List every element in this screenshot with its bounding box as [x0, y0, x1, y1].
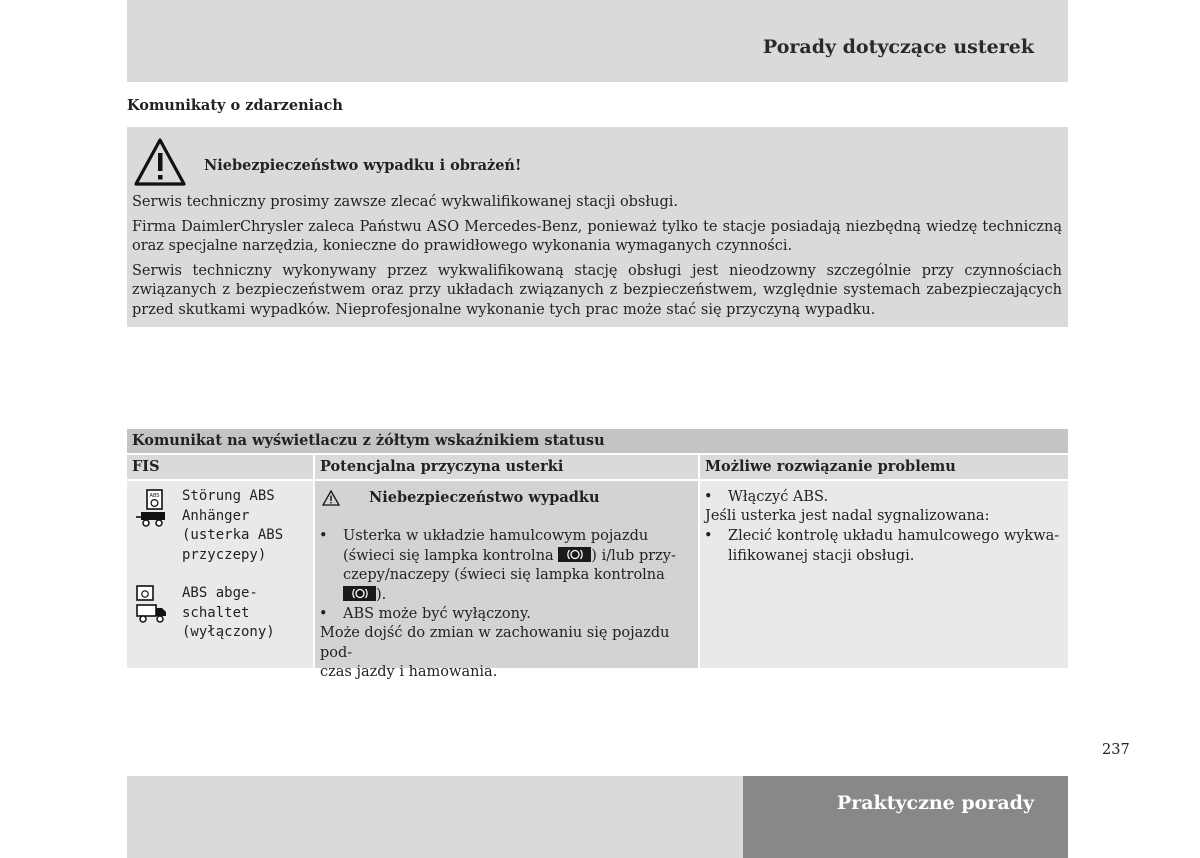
cause-title: Niebezpieczeństwo wypadku [369, 489, 600, 506]
footer-band [127, 776, 743, 858]
warning-paragraph: Serwis techniczny prosimy zawsze zlecać wykwalifikowanej stacji obsługi. [132, 194, 678, 210]
cause-text-line: ABS może być wyłączony. [343, 606, 531, 622]
solution-cell [700, 481, 1068, 668]
fis-message-text: Störung ABS Anhänger (usterka ABS przyczepy) [182, 488, 284, 563]
bullet: • [704, 528, 713, 544]
svg-text:ABS: ABS [149, 493, 160, 499]
column-header-cause: Potencjalna przyczyna usterki [315, 455, 698, 479]
fis-cell [127, 481, 313, 668]
cause-text-line: czepy/naczepy (świeci się lampka kontrolna [343, 567, 665, 583]
warning-triangle-icon [322, 490, 340, 506]
abs-trailer-icon [135, 489, 167, 529]
warning-body [132, 193, 1062, 325]
header-band [127, 0, 1068, 82]
warning-paragraph: Firma DaimlerChrysler zaleca Państwu ASO Mercedes-Benz, ponieważ tylko te stacje posiadają niezbędną wiedzę techniczną oraz specjalne narzędzia, konieczne do prawidłowego wykonania wymaganych czynności. [132, 218, 1062, 254]
cause-cell [315, 481, 698, 680]
cause-text-line: Usterka w układzie hamulcowym pojazdu [343, 528, 649, 544]
cause-text-line: czas jazdy i hamowania. [320, 664, 498, 680]
cause-text-line: ) i/lub przy- [591, 547, 676, 564]
bullet: • [704, 489, 713, 505]
warning-triangle-icon [133, 137, 187, 187]
message-table [127, 429, 1068, 680]
cause-note [320, 624, 694, 683]
cause-text-line: (świeci się lampka kontrolna [343, 547, 554, 564]
solution-note: Jeśli usterka jest nadal sygnalizowana: [705, 508, 990, 524]
brake-warning-lamp-icon [558, 547, 591, 562]
table-caption: Komunikat na wyświetlaczu z żółtym wskaźnikiem statusu [127, 429, 1068, 453]
column-header-solution: Możliwe rozwiązanie problemu [700, 455, 1068, 479]
fis-message-text: ABS abge- schaltet (wyłączony) [182, 585, 275, 640]
column-header-fis: FIS [127, 455, 313, 479]
trailer-brake-lamp-icon [343, 586, 376, 601]
bullet: • [319, 528, 328, 544]
abs-vehicle-icon [135, 584, 167, 624]
page-title: Porady dotyczące usterek [762, 36, 1034, 58]
footer-section-tab [743, 776, 1068, 858]
cause-text-line: ). [376, 586, 387, 603]
footer-section-label: Praktyczne porady [836, 792, 1034, 814]
warning-paragraph: Serwis techniczny wykonywany przez wykwalifikowaną stację obsługi jest nieodzowny szczególnie przy czynnościach związanych z bezpieczeństwem oraz przy układach związanych z bezpieczeństwem, względnie systemach zabezpieczających przed skutkami wypadków. Nieprofesjonalne wykonanie tych prac może stać się przyczyną wypadku. [132, 262, 1062, 318]
solution-text: lifikowanej stacji obsługi. [728, 547, 915, 564]
warning-box [127, 127, 1068, 327]
cause-text-line: Może dojść do zmian w zachowaniu się pojazdu pod- [320, 625, 670, 661]
bullet: • [319, 606, 328, 622]
solution-text: Włączyć ABS. [728, 489, 829, 505]
page-number: 237 [1102, 742, 1130, 758]
section-heading: Komunikaty o zdarzeniach [127, 97, 343, 114]
solution-text: Zlecić kontrolę układu hamulcowego wykwa- [728, 528, 1060, 544]
warning-title: Niebezpieczeństwo wypadku i obrażeń! [204, 157, 522, 174]
